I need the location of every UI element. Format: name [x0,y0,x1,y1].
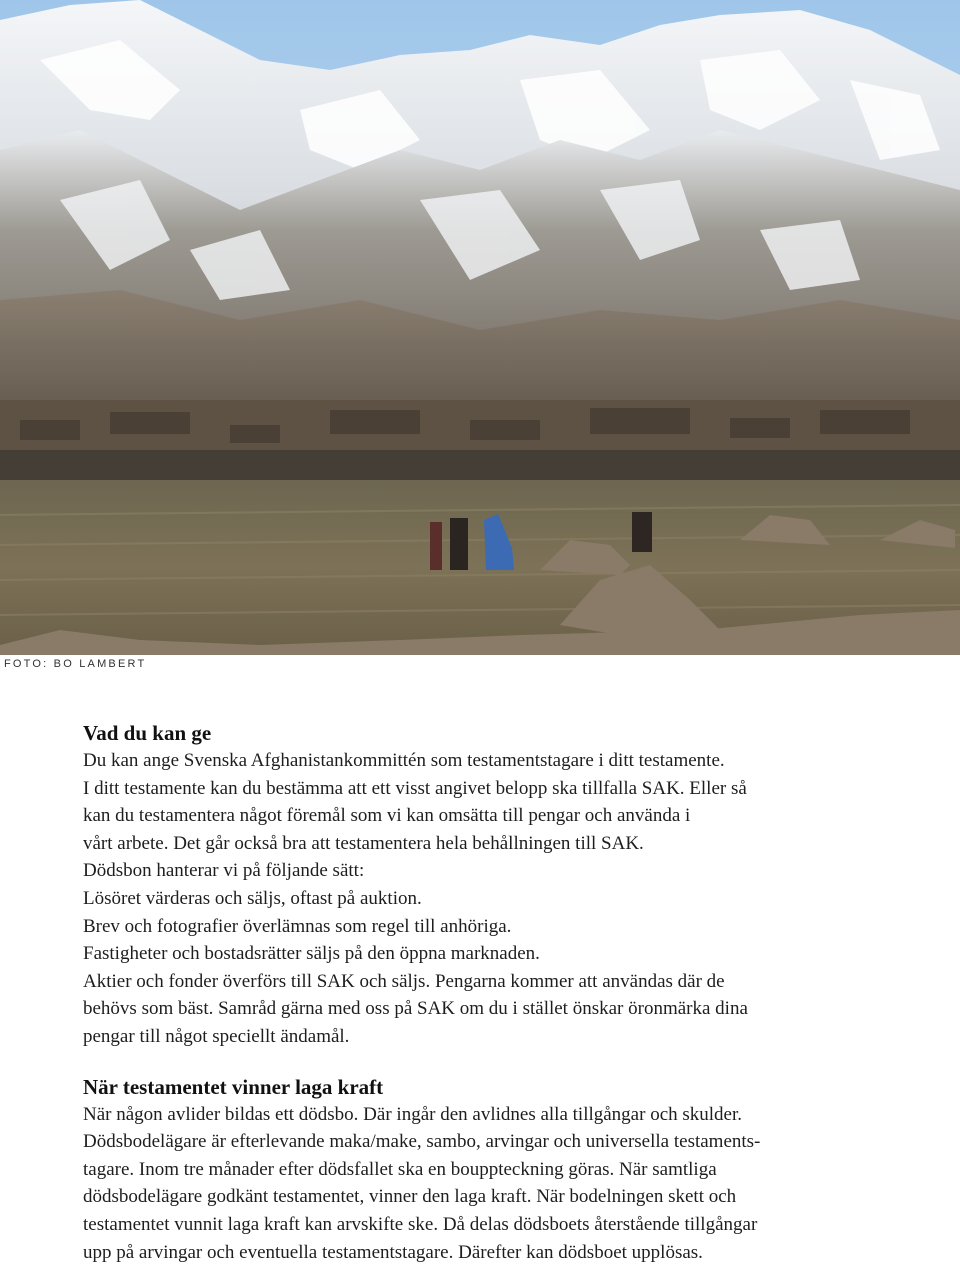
body-line: När någon avlider bildas ett dödsbo. Där ingår den avlidnes alla tillgångar och skulder. [83,1103,743,1125]
body-line: upp på arvingar och eventuella testamentstagare. Därefter kan dödsboet upplösas. [83,1241,703,1263]
body-line: Dödsbon hanterar vi på följande sätt: [83,860,365,882]
body-line: kan du testamentera något föremål som vi kan omsätta till pengar och använda i [83,805,691,827]
article-body [83,720,893,1266]
body-line: testamentet vunnit laga kraft kan arvskifte ske. Då delas dödsboets återstående tillgångar [83,1213,758,1235]
body-line: pengar till något speciellt ändamål. [83,1025,350,1047]
body-line: Aktier och fonder överförs till SAK och säljs. Pengarna kommer att användas där de [83,970,725,992]
body-line: tagare. Inom tre månader efter dödsfallet ska en bouppteckning göras. När samtliga [83,1158,717,1180]
body-line: Brev och fotografier överlämnas som regel till anhöriga. [83,915,512,937]
body-line: behövs som bäst. Samråd gärna med oss på SAK om du i stället önskar öronmärka dina [83,998,748,1020]
photo-credit: FOTO: BO LAMBERT [4,658,147,670]
section-heading: När testamentet vinner laga kraft [83,1074,384,1099]
body-line: Fastigheter och bostadsrätter säljs på den öppna marknaden. [83,943,540,965]
body-line: Dödsbodelägare är efterlevande maka/make, sambo, arvingar och universella testaments- [83,1131,761,1153]
body-line: I ditt testamente kan du bestämma att ett visst angivet belopp ska tillfalla SAK. Eller så [83,777,747,799]
body-line: Lösöret värderas och säljs, oftast på auktion. [83,887,422,909]
body-line: vårt arbete. Det går också bra att testamentera hela behållningen till SAK. [83,832,644,854]
body-line: Du kan ange Svenska Afghanistankommittén som testamentstagare i ditt testamente. [83,750,725,771]
section-will-takes-effect [83,1074,893,1267]
section-what-you-can-give [83,720,893,1051]
body-line: dödsbodelägare godkänt testamentet, vinner den laga kraft. När bodelningen skett och [83,1186,737,1208]
section-heading: Vad du kan ge [83,721,212,745]
